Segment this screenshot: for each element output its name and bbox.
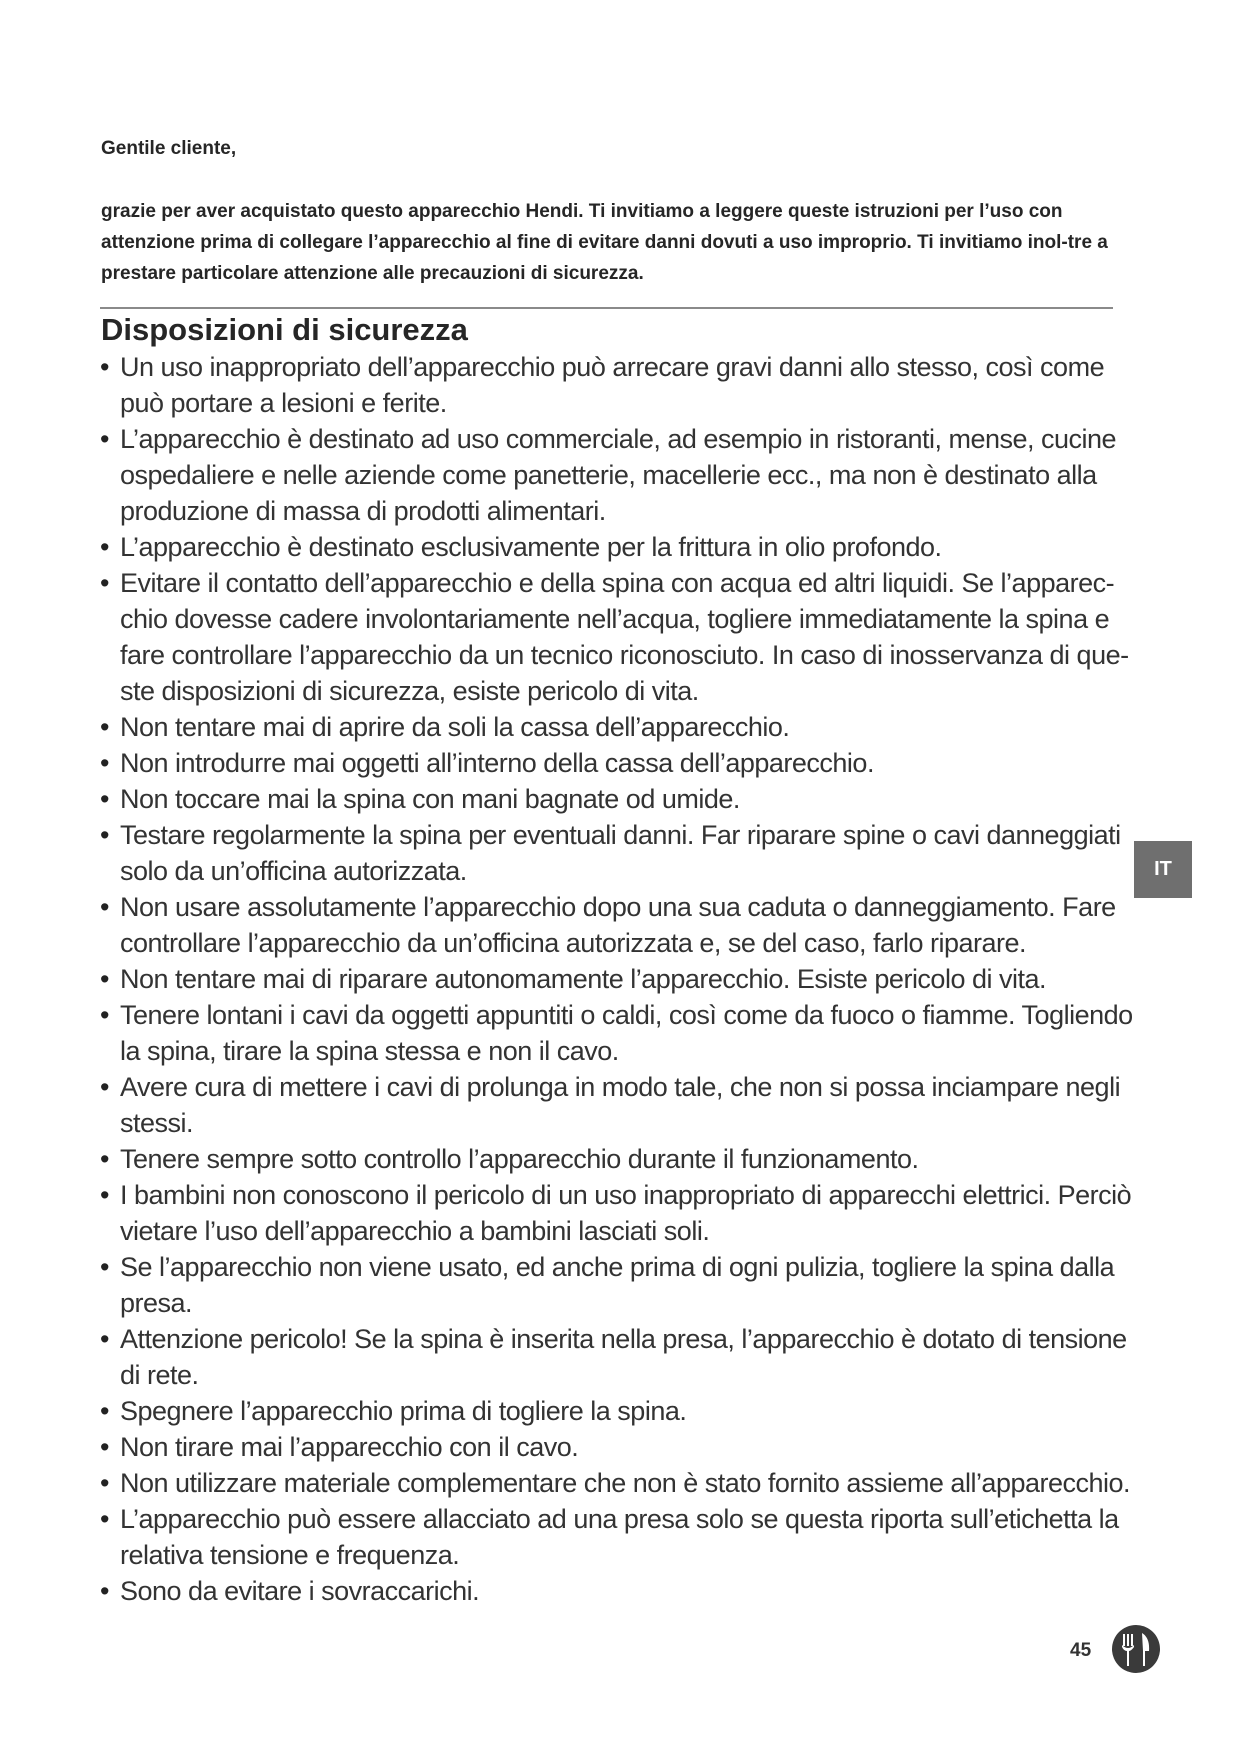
safety-rule-text: Un uso inappropriato dell’apparecchio può arrecare gravi danni allo stesso, così come può portare a lesioni e ferite.: [120, 352, 1105, 418]
bullet-icon: •: [100, 1396, 109, 1426]
safety-rule-item: [100, 889, 1140, 961]
bullet-icon: •: [100, 1144, 109, 1174]
greeting: Gentile cliente,: [101, 138, 237, 159]
safety-rule-item: [100, 817, 1140, 889]
safety-rule-item: [100, 1465, 1140, 1501]
bullet-icon: •: [100, 964, 109, 994]
bullet-icon: •: [100, 1468, 109, 1498]
safety-rule-item: [100, 1249, 1140, 1321]
bullet-icon: •: [100, 1504, 109, 1534]
safety-rule-item: [100, 1393, 1140, 1429]
bullet-icon: •: [100, 1576, 109, 1606]
safety-rule-text: Attenzione pericolo! Se la spina è inserita nella presa, l’apparecchio è dotato di tensione di rete.: [120, 1324, 1127, 1390]
safety-rule-item: [100, 1141, 1140, 1177]
safety-rule-item: [100, 1429, 1140, 1465]
safety-rule-item: [100, 1501, 1140, 1573]
safety-rule-text: Spegnere l’apparecchio prima di togliere la spina.: [120, 1396, 687, 1426]
hendi-cutlery-logo-icon: [1111, 1624, 1161, 1674]
bullet-icon: •: [100, 1180, 109, 1210]
safety-rule-text: Tenere lontani i cavi da oggetti appuntiti o caldi, così come da fuoco o fiamme. Togliendo la spina, tirare la spina stessa e non il cavo.: [120, 1000, 1133, 1066]
safety-rule-item: [100, 1321, 1140, 1393]
bullet-icon: •: [100, 1252, 109, 1282]
bullet-icon: •: [100, 352, 109, 382]
safety-rule-item: [100, 997, 1140, 1069]
safety-rule-item: [100, 565, 1140, 709]
section-title: Disposizioni di sicurezza: [101, 312, 468, 347]
safety-rule-item: [100, 961, 1140, 997]
safety-rule-text: Non tirare mai l’apparecchio con il cavo.: [120, 1432, 579, 1462]
safety-rule-item: [100, 421, 1140, 529]
bullet-icon: •: [100, 424, 109, 454]
safety-rule-item: [100, 781, 1140, 817]
safety-rule-item: [100, 1573, 1140, 1609]
bullet-icon: •: [100, 892, 109, 922]
safety-rule-item: [100, 349, 1140, 421]
safety-rule-text: Non usare assolutamente l’apparecchio dopo una sua caduta o danneggiamento. Fare controllare l’apparecchio da un’officina autorizzata e, se del caso, farlo riparare.: [120, 892, 1116, 958]
safety-rule-item: [100, 745, 1140, 781]
safety-rule-text: Non tentare mai di riparare autonomamente l’apparecchio. Esiste pericolo di vita.: [120, 964, 1047, 994]
bullet-icon: •: [100, 820, 109, 850]
safety-rule-text: L’apparecchio è destinato ad uso commerciale, ad esempio in ristoranti, mense, cucine ospedaliere e nelle aziende come panetterie, macellerie ecc., ma non è destinato alla produzione di massa di prodotti alimentari.: [120, 424, 1117, 526]
safety-rule-text: Non toccare mai la spina con mani bagnate od umide.: [120, 784, 740, 814]
safety-rule-item: [100, 1177, 1140, 1249]
bullet-icon: •: [100, 1324, 109, 1354]
safety-rule-text: L’apparecchio è destinato esclusivamente per la frittura in olio profondo.: [120, 532, 942, 562]
page-number: 45: [1070, 1640, 1092, 1661]
safety-rule-text: Testare regolarmente la spina per eventuali danni. Far riparare spine o cavi danneggiati solo da un’officina autorizzata.: [120, 820, 1121, 886]
safety-rule-item: [100, 709, 1140, 745]
safety-rule-text: Avere cura di mettere i cavi di prolunga in modo tale, che non si possa inciampare negli stessi.: [120, 1072, 1121, 1138]
safety-rule-text: Evitare il contatto dell’apparecchio e della spina con acqua ed altri liquidi. Se l’apparec-chio dovesse cadere involontariamente nell’acqua, togliere immediatamente la spina e fare controllare l’apparecchio da un tecnico riconosciuto. In caso di inosservanza di que-ste disposizioni di sicurezza, esiste pericolo di vita.: [120, 568, 1129, 706]
safety-rule-text: Non introdurre mai oggetti all’interno della cassa dell’apparecchio.: [120, 748, 874, 778]
safety-rule-text: Tenere sempre sotto controllo l’apparecchio durante il funzionamento.: [120, 1144, 919, 1174]
bullet-icon: •: [100, 1072, 109, 1102]
section-divider: [100, 307, 1113, 309]
safety-rule-text: Non utilizzare materiale complementare che non è stato fornito assieme all’apparecchio.: [120, 1468, 1131, 1498]
bullet-icon: •: [100, 568, 109, 598]
safety-rule-text: Sono da evitare i sovraccarichi.: [120, 1576, 480, 1606]
safety-rule-text: L’apparecchio può essere allacciato ad una presa solo se questa riporta sull’etichetta la relativa tensione e frequenza.: [120, 1504, 1119, 1570]
safety-rule-item: [100, 529, 1140, 565]
safety-rules-list: [100, 349, 1140, 1609]
bullet-icon: •: [100, 784, 109, 814]
safety-rule-item: [100, 1069, 1140, 1141]
safety-rule-text: Se l’apparecchio non viene usato, ed anche prima di ogni pulizia, togliere la spina dalla presa.: [120, 1252, 1115, 1318]
bullet-icon: •: [100, 1432, 109, 1462]
safety-rule-text: I bambini non conoscono il pericolo di un uso inappropriato di apparecchi elettrici. Perciò vietare l’uso dell’apparecchio a bambini lasciati soli.: [120, 1180, 1132, 1246]
bullet-icon: •: [100, 712, 109, 742]
language-tab: IT: [1134, 841, 1192, 898]
bullet-icon: •: [100, 748, 109, 778]
bullet-icon: •: [100, 532, 109, 562]
bullet-icon: •: [100, 1000, 109, 1030]
safety-rule-text: Non tentare mai di aprire da soli la cassa dell’apparecchio.: [120, 712, 790, 742]
intro-paragraph: grazie per aver acquistato questo apparecchio Hendi. Ti invitiamo a leggere queste istruzioni per l’uso con attenzione prima di collegare l’apparecchio al fine di evitare danni dovuti a uso improprio. Ti invitiamo inol-tre a prestare particolare attenzione alle precauzioni di sicurezza.: [101, 201, 1108, 284]
